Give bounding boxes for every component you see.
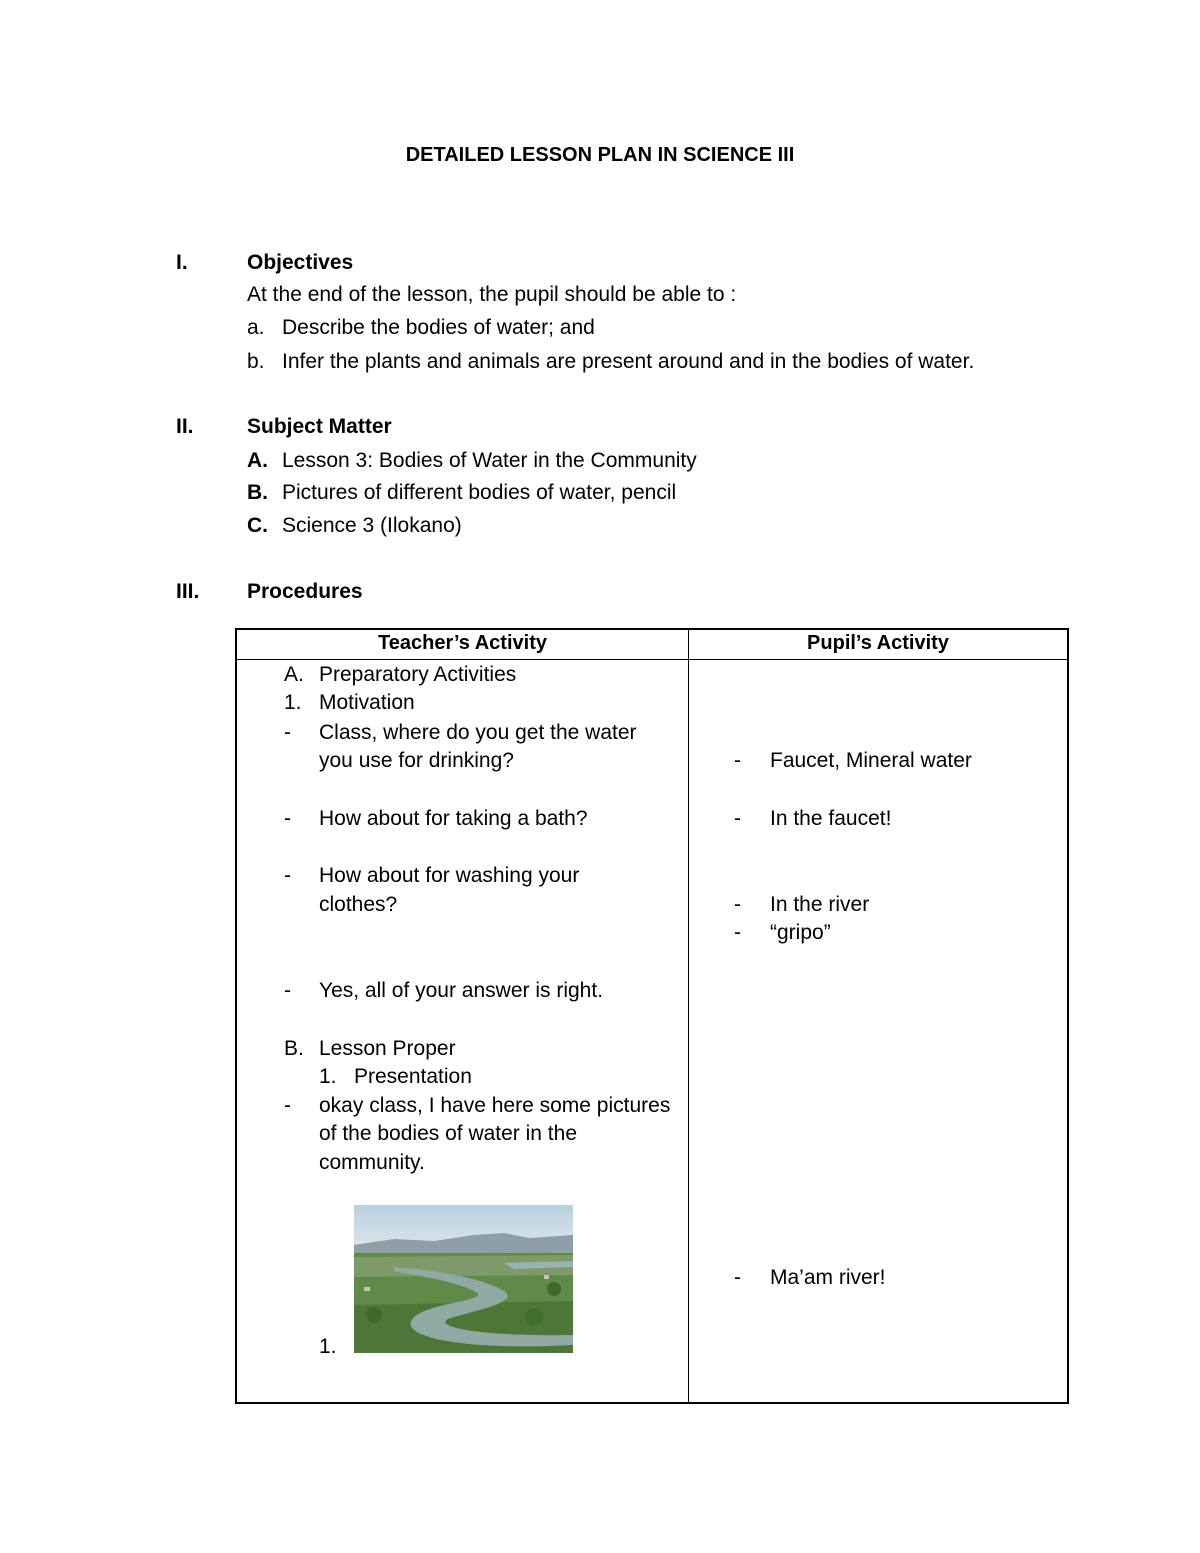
dash-bullet: - [734, 921, 741, 944]
teacher-marker: 1. [319, 1065, 337, 1088]
teacher-marker: 1. [284, 691, 302, 714]
picture-number: 1. [319, 1335, 337, 1358]
pupil-answer-washing: In the river [770, 893, 870, 916]
subject-marker: A. [247, 449, 268, 472]
section-heading-procedures: Procedures [247, 580, 363, 603]
subject-item: Lesson 3: Bodies of Water in the Community [282, 449, 697, 472]
header-divider [237, 659, 1067, 660]
dash-bullet: - [284, 807, 291, 830]
teacher-presentation-text: of the bodies of water in the [319, 1122, 577, 1145]
dash-bullet: - [284, 979, 291, 1002]
objectives-intro: At the end of the lesson, the pupil should be able to : [247, 283, 737, 306]
teacher-presentation: Presentation [354, 1065, 472, 1088]
procedures-table [235, 628, 1069, 1404]
teacher-lesson-proper: Lesson Proper [319, 1037, 456, 1060]
teacher-affirmation: Yes, all of your answer is right. [319, 979, 604, 1002]
section-numeral-procedures: III. [176, 580, 200, 603]
section-numeral-subject-matter: II. [176, 415, 194, 438]
teacher-question-drinking: Class, where do you get the water [319, 721, 637, 744]
teacher-presentation-text: community. [319, 1151, 425, 1174]
teacher-question-bath: How about for taking a bath? [319, 807, 588, 830]
dash-bullet: - [284, 1094, 291, 1117]
section-heading-objectives: Objectives [247, 251, 354, 274]
dash-bullet: - [284, 864, 291, 887]
teacher-presentation-text: okay class, I have here some pictures [319, 1094, 671, 1117]
subject-marker: C. [247, 514, 268, 537]
teacher-question-washing: How about for washing your [319, 864, 580, 887]
pupil-answer-bath: In the faucet! [770, 807, 892, 830]
objective-item: Infer the plants and animals are present around and in the bodies of water. [282, 350, 975, 373]
teacher-activity-header: Teacher’s Activity [378, 632, 547, 654]
teacher-question-drinking-cont: you use for drinking? [319, 749, 514, 772]
dash-bullet: - [734, 893, 741, 916]
subject-item: Science 3 (Ilokano) [282, 514, 462, 537]
pupil-answer-gripo: “gripo” [770, 921, 831, 944]
dash-bullet: - [734, 1266, 741, 1289]
teacher-marker: A. [284, 663, 304, 686]
subject-marker: B. [247, 481, 268, 504]
teacher-motivation: Motivation [319, 691, 415, 714]
objective-marker: b. [247, 350, 265, 373]
section-numeral-objectives: I. [176, 251, 188, 274]
dash-bullet: - [734, 749, 741, 772]
objective-marker: a. [247, 316, 265, 339]
subject-item: Pictures of different bodies of water, pencil [282, 481, 677, 504]
objective-item: Describe the bodies of water; and [282, 316, 595, 339]
teacher-marker: B. [284, 1037, 304, 1060]
column-divider [688, 630, 689, 1402]
pupil-answer-drinking: Faucet, Mineral water [770, 749, 972, 772]
river-photo [354, 1205, 573, 1353]
teacher-preparatory-activities: Preparatory Activities [319, 663, 517, 686]
teacher-question-washing-cont: clothes? [319, 893, 398, 916]
pupil-answer-river: Ma’am river! [770, 1266, 886, 1289]
section-heading-subject-matter: Subject Matter [247, 415, 392, 438]
river-landscape-image [354, 1205, 573, 1353]
pupil-activity-header: Pupil’s Activity [807, 632, 949, 654]
dash-bullet: - [734, 807, 741, 830]
dash-bullet: - [284, 721, 291, 744]
page-title: DETAILED LESSON PLAN IN SCIENCE III [405, 144, 795, 166]
